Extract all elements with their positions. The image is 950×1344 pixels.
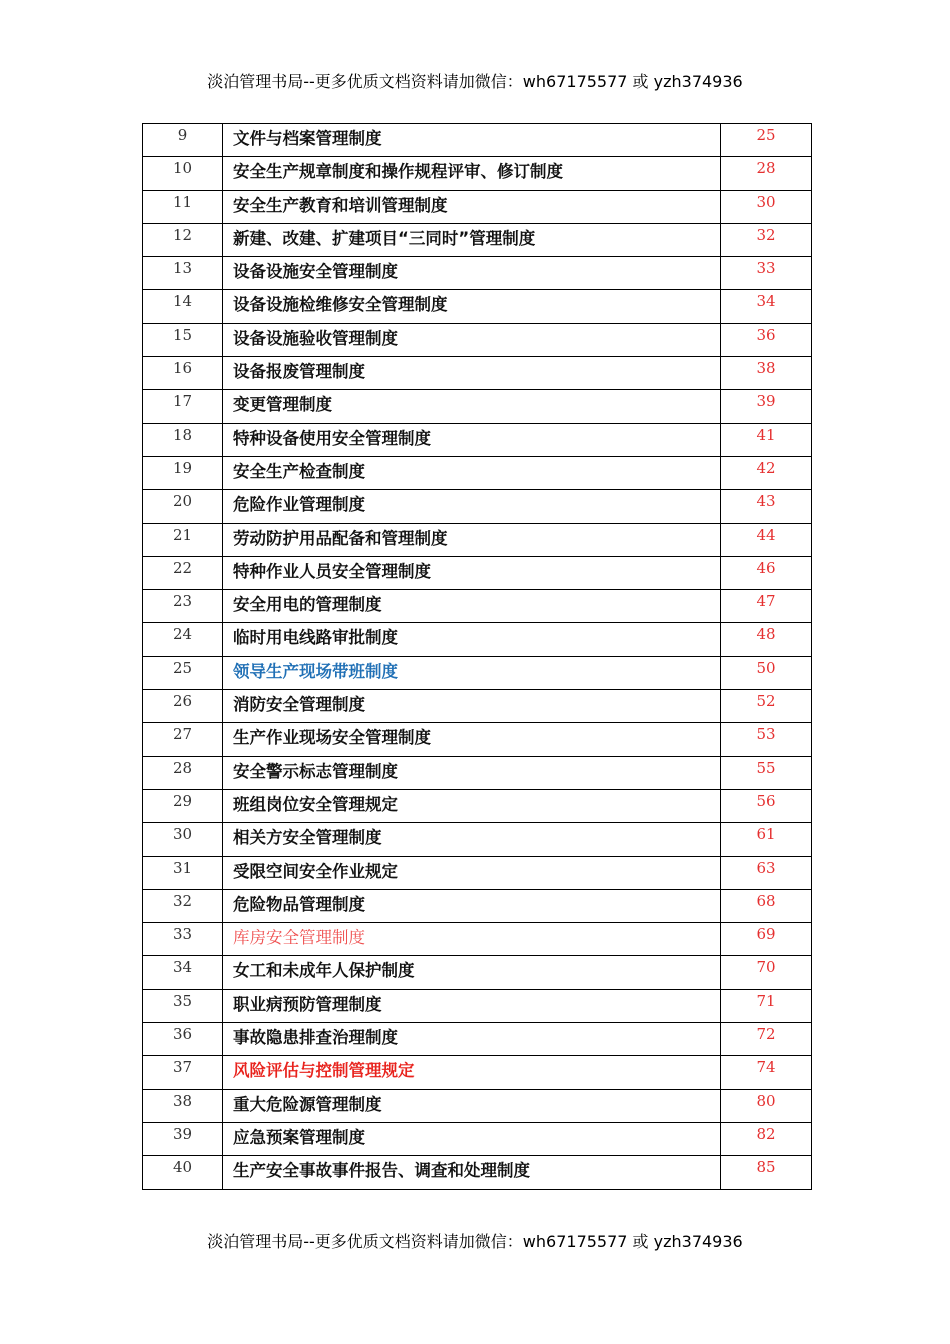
row-number: 36: [143, 1023, 223, 1056]
row-number: 12: [143, 223, 223, 256]
row-title: 危险物品管理制度: [223, 889, 721, 922]
row-page: 48: [721, 623, 812, 656]
table-row: [143, 956, 812, 989]
row-title: 职业病预防管理制度: [223, 989, 721, 1022]
row-number: 39: [143, 1122, 223, 1155]
row-title: 女工和未成年人保护制度: [223, 956, 721, 989]
row-number: 19: [143, 456, 223, 489]
row-number: 38: [143, 1089, 223, 1122]
table-row: [143, 1056, 812, 1089]
row-title: 临时用电线路审批制度: [223, 623, 721, 656]
row-page: 68: [721, 889, 812, 922]
table-row: [143, 723, 812, 756]
header-banner: 淡泊管理书局--更多优质文档资料请加微信：wh67175577 或 yzh374936: [207, 72, 743, 91]
table-row: [143, 556, 812, 589]
row-page: 39: [721, 390, 812, 423]
table-row: [143, 490, 812, 523]
toc-table: [142, 123, 812, 1190]
table-row: [143, 290, 812, 323]
table-row: [143, 1122, 812, 1155]
table-row: [143, 989, 812, 1022]
row-title: 安全生产教育和培训管理制度: [223, 190, 721, 223]
row-title: 设备设施验收管理制度: [223, 323, 721, 356]
row-number: 28: [143, 756, 223, 789]
row-page: 50: [721, 656, 812, 689]
row-title: 相关方安全管理制度: [223, 823, 721, 856]
row-title: 危险作业管理制度: [223, 490, 721, 523]
row-number: 20: [143, 490, 223, 523]
table-row: [143, 323, 812, 356]
row-title: 安全生产检查制度: [223, 456, 721, 489]
table-row: [143, 756, 812, 789]
row-page: 82: [721, 1122, 812, 1155]
row-page: 70: [721, 956, 812, 989]
row-title: 变更管理制度: [223, 390, 721, 423]
row-page: 44: [721, 523, 812, 556]
row-number: 25: [143, 656, 223, 689]
row-page: 61: [721, 823, 812, 856]
table-row: [143, 889, 812, 922]
row-number: 23: [143, 590, 223, 623]
row-number: 40: [143, 1156, 223, 1189]
table-row: [143, 656, 812, 689]
row-title: 设备报废管理制度: [223, 357, 721, 390]
row-number: 18: [143, 423, 223, 456]
row-number: 24: [143, 623, 223, 656]
table-row: [143, 223, 812, 256]
row-title: 重大危险源管理制度: [223, 1089, 721, 1122]
row-page: 55: [721, 756, 812, 789]
row-page: 30: [721, 190, 812, 223]
row-number: 10: [143, 157, 223, 190]
table-row: [143, 856, 812, 889]
row-number: 34: [143, 956, 223, 989]
row-title: 风险评估与控制管理规定: [223, 1056, 721, 1089]
row-number: 37: [143, 1056, 223, 1089]
row-number: 33: [143, 923, 223, 956]
row-page: 80: [721, 1089, 812, 1122]
row-page: 43: [721, 490, 812, 523]
table-row: [143, 690, 812, 723]
row-number: 15: [143, 323, 223, 356]
table-row: [143, 257, 812, 290]
table-row: [143, 823, 812, 856]
footer-banner: 淡泊管理书局--更多优质文档资料请加微信：wh67175577 或 yzh374936: [207, 1232, 743, 1251]
row-number: 35: [143, 989, 223, 1022]
row-number: 26: [143, 690, 223, 723]
row-title: 生产作业现场安全管理制度: [223, 723, 721, 756]
row-page: 74: [721, 1056, 812, 1089]
table-row: [143, 357, 812, 390]
table-row: [143, 590, 812, 623]
row-number: 9: [143, 124, 223, 157]
row-page: 46: [721, 556, 812, 589]
row-page: 32: [721, 223, 812, 256]
row-title: 受限空间安全作业规定: [223, 856, 721, 889]
row-title: 消防安全管理制度: [223, 690, 721, 723]
row-number: 27: [143, 723, 223, 756]
row-title: 安全用电的管理制度: [223, 590, 721, 623]
row-number: 22: [143, 556, 223, 589]
row-page: 28: [721, 157, 812, 190]
row-number: 14: [143, 290, 223, 323]
row-title: 生产安全事故事件报告、调查和处理制度: [223, 1156, 721, 1189]
table-row: [143, 623, 812, 656]
table-row: [143, 923, 812, 956]
row-title: 设备设施安全管理制度: [223, 257, 721, 290]
row-title: 文件与档案管理制度: [223, 124, 721, 157]
row-title: 新建、改建、扩建项目“三同时”管理制度: [223, 223, 721, 256]
row-title: 班组岗位安全管理规定: [223, 789, 721, 822]
row-page: 42: [721, 456, 812, 489]
table-row: [143, 1156, 812, 1189]
row-number: 11: [143, 190, 223, 223]
row-number: 13: [143, 257, 223, 290]
row-page: 52: [721, 690, 812, 723]
row-title: 领导生产现场带班制度: [223, 656, 721, 689]
table-row: [143, 190, 812, 223]
row-title: 库房安全管理制度: [223, 923, 721, 956]
table-row: [143, 456, 812, 489]
table-row: [143, 390, 812, 423]
toc-body: [143, 124, 812, 1190]
table-row: [143, 1023, 812, 1056]
row-title: 设备设施检维修安全管理制度: [223, 290, 721, 323]
row-number: 31: [143, 856, 223, 889]
row-title: 安全生产规章制度和操作规程评审、修订制度: [223, 157, 721, 190]
row-title: 应急预案管理制度: [223, 1122, 721, 1155]
row-page: 72: [721, 1023, 812, 1056]
row-page: 47: [721, 590, 812, 623]
row-title: 劳动防护用品配备和管理制度: [223, 523, 721, 556]
table-row: [143, 423, 812, 456]
row-title: 特种设备使用安全管理制度: [223, 423, 721, 456]
row-page: 36: [721, 323, 812, 356]
table-row: [143, 157, 812, 190]
row-number: 30: [143, 823, 223, 856]
row-number: 21: [143, 523, 223, 556]
row-page: 85: [721, 1156, 812, 1189]
row-number: 17: [143, 390, 223, 423]
row-page: 56: [721, 789, 812, 822]
row-page: 33: [721, 257, 812, 290]
row-number: 29: [143, 789, 223, 822]
row-page: 38: [721, 357, 812, 390]
row-title: 安全警示标志管理制度: [223, 756, 721, 789]
row-title: 事故隐患排查治理制度: [223, 1023, 721, 1056]
row-page: 69: [721, 923, 812, 956]
table-row: [143, 1089, 812, 1122]
row-page: 25: [721, 124, 812, 157]
table-row: [143, 789, 812, 822]
row-page: 34: [721, 290, 812, 323]
row-title: 特种作业人员安全管理制度: [223, 556, 721, 589]
row-page: 41: [721, 423, 812, 456]
row-page: 63: [721, 856, 812, 889]
table-row: [143, 124, 812, 157]
row-page: 71: [721, 989, 812, 1022]
row-page: 53: [721, 723, 812, 756]
row-number: 32: [143, 889, 223, 922]
row-number: 16: [143, 357, 223, 390]
table-row: [143, 523, 812, 556]
